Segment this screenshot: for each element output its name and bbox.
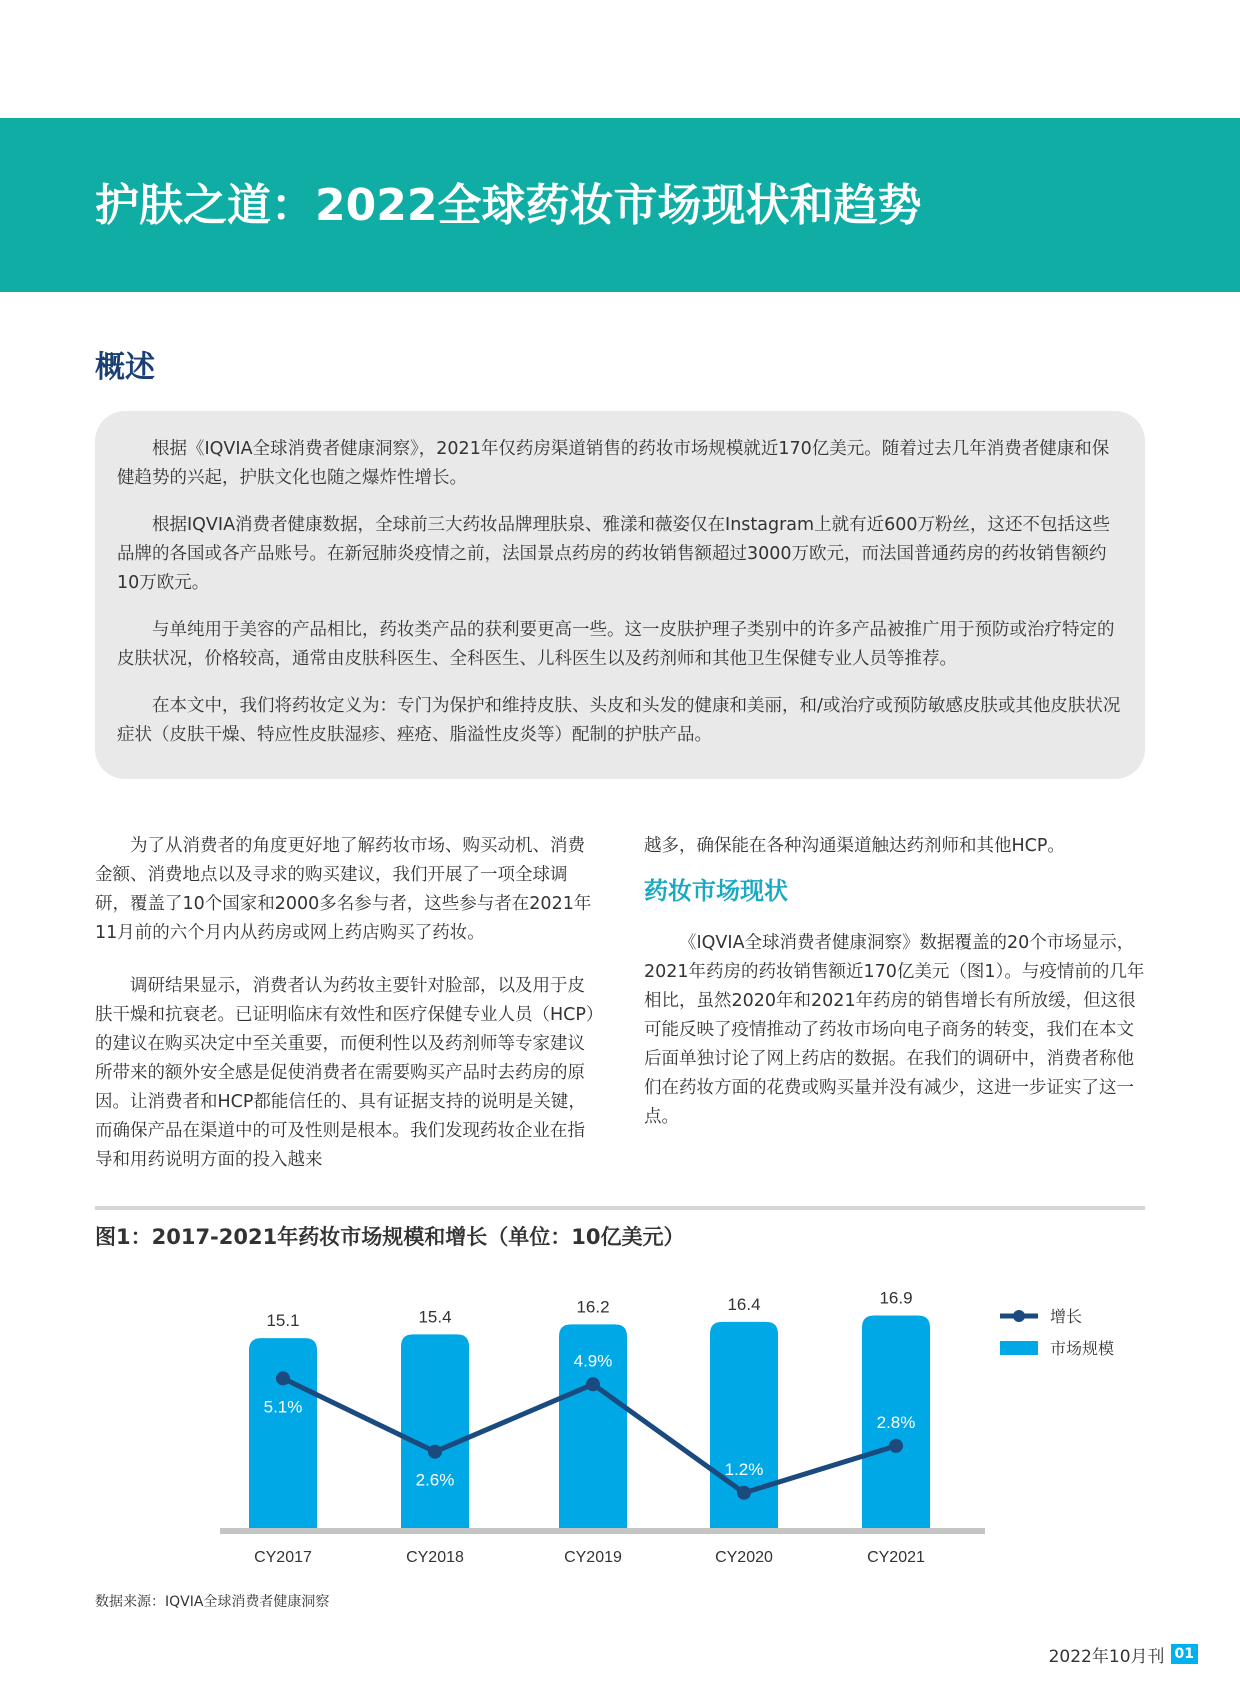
body-paragraph: 调研结果显示，消费者认为药妆主要针对脸部，以及用于皮肤干燥和抗衰老。已证明临床有效性和医疗保健专业人员（HCP）的建议在购买决定中至关重要，而便利性以及药剂师等专家建议所带来的额外安全感是促使消费者在需要购买产品时去药房的原因。让消费者和HCP都能信任的、具有证据支持的说明是关键，而确保产品在渠道中的可及性则是根本。我们发现药妆企业在指导和用药说明方面的投入越来 bbox=[95, 976, 595, 1170]
growth-label: 2.6% bbox=[415, 1470, 455, 1490]
body-paragraph: 《IQVIA全球消费者健康洞察》数据覆盖的20个市场显示，2021年药房的药妆销售额近170亿美元（图1）。与疫情前的几年相比，虽然2020年和2021年药房的销售增长有所放缓，但这很可能反映了疫情推动了药妆市场向电子商务的转变，我们在本文后面单独讨论了网上药店的数据。在我们的调研中，消费者称他们在药妆方面的花费或购买量并没有减少，这进一步证实了这一点。 bbox=[644, 933, 1145, 1127]
legend-line-marker bbox=[1013, 1310, 1025, 1322]
growth-point-cy2019 bbox=[586, 1377, 600, 1391]
category-label: CY2019 bbox=[564, 1549, 622, 1566]
growth-label: 1.2% bbox=[724, 1459, 764, 1479]
body-paragraph: 为了从消费者的角度更好地了解药妆市场、购买动机、消费金额、消费地点以及寻求的购买建议，我们开展了一项全球调研，覆盖了10个国家和2000多名参与者，这些参与者在2021年11月前的六个月内从药房或网上药店购买了药妆。 bbox=[95, 836, 592, 943]
category-label: CY2021 bbox=[867, 1549, 925, 1566]
growth-label: 5.1% bbox=[263, 1397, 303, 1417]
legend-label-growth: 增长 bbox=[1050, 1309, 1083, 1326]
body-paragraph-continuation: 越多，确保能在各种沟通渠道触达药剂师和其他HCP。 bbox=[644, 836, 1065, 856]
issue-label: 2022年10月刊 bbox=[1048, 1646, 1165, 1667]
figure-title: 图1：2017-2021年药妆市场规模和增长（单位：10亿美元） bbox=[95, 1225, 685, 1249]
bar-value-label: 16.2 bbox=[576, 1297, 610, 1317]
bar-value-label: 15.4 bbox=[418, 1307, 452, 1327]
overview-paragraph: 在本文中，我们将药妆定义为：专门为保护和维持皮肤、头皮和头发的健康和美丽，和/或治疗或预防敏感皮肤或其他皮肤状况症状（皮肤干燥、特应性皮肤湿疹、痤疮、脂溢性皮炎等）配制的护肤产品。 bbox=[117, 696, 1121, 745]
growth-point-cy2018 bbox=[428, 1445, 442, 1459]
bar-cy2018 bbox=[401, 1334, 469, 1528]
legend-label-market-size: 市场规模 bbox=[1050, 1341, 1115, 1358]
data-source: 数据来源：IQVIA全球消费者健康洞察 bbox=[95, 1594, 330, 1610]
category-label: CY2020 bbox=[715, 1549, 773, 1566]
overview-paragraph: 根据IQVIA消费者健康数据，全球前三大药妆品牌理肤泉、雅漾和薇姿仅在Instagram上就有近600万粉丝，这还不包括这些品牌的各国或各产品账号。在新冠肺炎疫情之前，法国景点药房的药妆销售额超过3000万欧元，而法国普通药房的药妆销售额约10万欧元。 bbox=[117, 515, 1110, 593]
market-status-heading: 药妆市场现状 bbox=[644, 877, 788, 905]
legend-bar-swatch bbox=[1000, 1341, 1038, 1355]
page-number: 01 bbox=[1171, 1644, 1198, 1664]
overview-heading: 概述 bbox=[95, 350, 155, 385]
category-label: CY2018 bbox=[406, 1549, 464, 1566]
growth-point-cy2017 bbox=[276, 1371, 290, 1385]
growth-label: 4.9% bbox=[573, 1351, 613, 1371]
category-label: CY2017 bbox=[254, 1549, 312, 1566]
growth-point-cy2021 bbox=[889, 1439, 903, 1453]
growth-label: 2.8% bbox=[876, 1412, 916, 1432]
page-title: 护肤之道：2022全球药妆市场现状和趋势 bbox=[95, 180, 922, 231]
bar-value-label: 15.1 bbox=[266, 1311, 300, 1331]
bar-value-label: 16.9 bbox=[879, 1288, 913, 1308]
overview-paragraph: 根据《IQVIA全球消费者健康洞察》，2021年仅药房渠道销售的药妆市场规模就近170亿美元。随着过去几年消费者健康和保健趋势的兴起，护肤文化也随之爆炸性增长。 bbox=[117, 439, 1110, 488]
bar-cy2017 bbox=[249, 1338, 317, 1528]
page-footer bbox=[1049, 1642, 1198, 1666]
growth-point-cy2020 bbox=[737, 1486, 751, 1500]
overview-paragraph: 与单纯用于美容的产品相比，药妆类产品的获利要更高一些。这一皮肤护理子类别中的许多产品被推广用于预防或治疗特定的皮肤状况，价格较高，通常由皮肤科医生、全科医生、儿科医生以及药剂师和其他卫生保健专业人员等推荐。 bbox=[117, 620, 1115, 669]
bar-value-label: 16.4 bbox=[727, 1294, 761, 1314]
